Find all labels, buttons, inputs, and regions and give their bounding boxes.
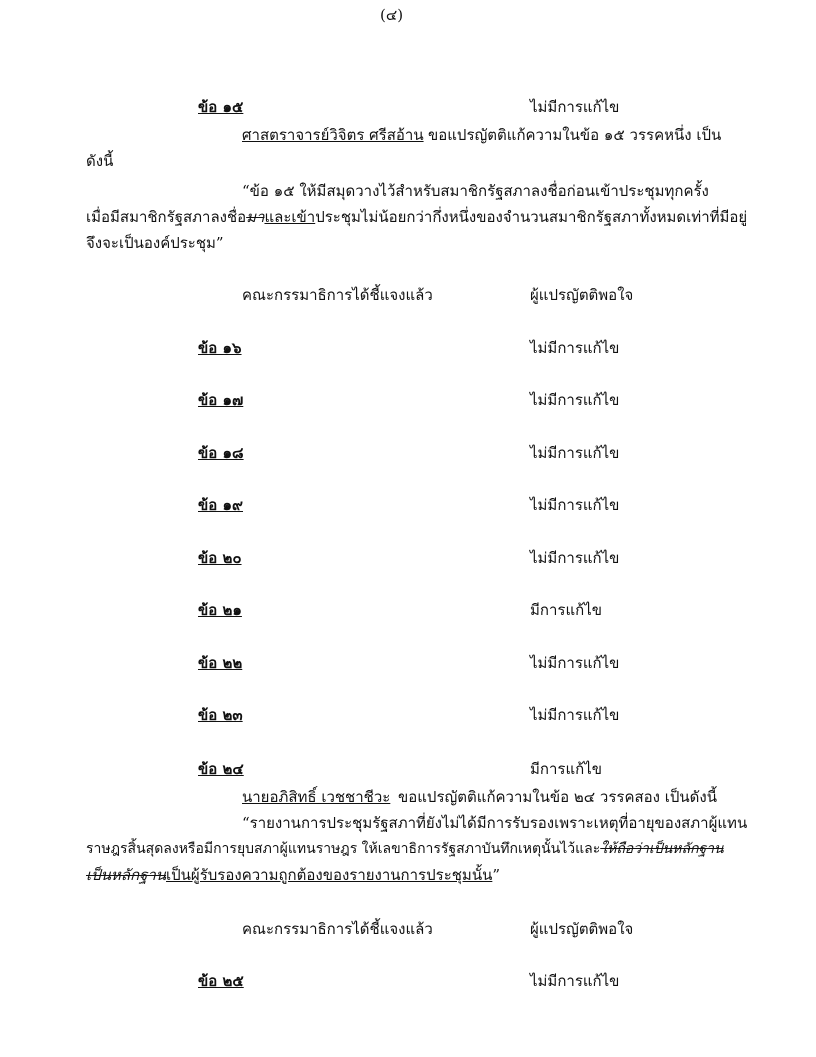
quote-text: ” <box>492 866 500 884</box>
clause-15-request-cont: ดังนี้ <box>86 152 114 170</box>
clause-15-label: ข้อ ๑๕ <box>198 98 244 116</box>
clause-status: ไม่มีการแก้ไข <box>530 496 620 514</box>
clause-25-label: ข้อ ๒๕ <box>198 972 244 990</box>
clause-label: ข้อ ๒๐ <box>198 549 242 567</box>
quote-text: ราษฎรสิ้นสุดลงหรือมีการยุบสภาผู้แทนราษฎร ให้เลขาธิการรัฐสภาบันทึกเหตุนั้นไว้และ <box>86 841 601 857</box>
struck-text: ให้ถือว่าเป็นหลักฐาน <box>600 841 724 857</box>
struck-text: เป็นหลักฐาน <box>86 866 167 884</box>
clause-label: ข้อ ๒๑ <box>198 601 242 619</box>
clause-status: ไม่มีการแก้ไข <box>530 391 620 409</box>
clause-label: ข้อ ๑๖ <box>198 339 242 357</box>
committee-1-right: ผู้แปรญัตติพอใจ <box>530 286 634 304</box>
committee-2-left: คณะกรรมาธิการได้ชี้แจงแล้ว <box>242 920 433 938</box>
clause-15-quote-line-3: จึงจะเป็นองค์ประชุม” <box>86 234 224 252</box>
clause-status: ไม่มีการแก้ไข <box>530 339 620 357</box>
clause-label: ข้อ ๑๘ <box>198 444 244 462</box>
clause-status: ไม่มีการแก้ไข <box>530 444 620 462</box>
clause-status: มีการแก้ไข <box>530 601 602 619</box>
clause-label: ข้อ ๑๙ <box>198 496 243 514</box>
committee-2-right: ผู้แปรญัตติพอใจ <box>530 920 634 938</box>
inserted-text: และเข้า <box>264 208 316 226</box>
clause-15-proposer: ศาสตราจารย์วิจิตร ศรีสอ้าน <box>242 126 424 144</box>
clause-label: ข้อ ๒๔ <box>198 760 244 778</box>
clause-24-quote-line-3 <box>86 866 500 884</box>
clause-24-request: ขอแปรญัตติแก้ความในข้อ ๒๔ วรรคสอง เป็นดังนี้ <box>398 788 717 806</box>
page-number: (๔) <box>380 6 404 24</box>
clause-status: ไม่มีการแก้ไข <box>530 549 620 567</box>
clause-label: ข้อ ๒๒ <box>198 654 243 672</box>
clause-15-status: ไม่มีการแก้ไข <box>530 98 620 116</box>
quote-text: เมื่อมีสมาชิกรัฐสภาลงชื่อ <box>86 208 247 226</box>
clause-24-quote-line-2 <box>86 840 724 858</box>
quote-text: ประชุมไม่น้อยกว่ากึ่งหนึ่งของจำนวนสมาชิกรัฐสภาทั้งหมดเท่าที่มีอยู่ <box>315 208 748 226</box>
clause-15-quote-line-1: “ข้อ ๑๕ ให้มีสมุดวางไว้สำหรับสมาชิกรัฐสภาลงชื่อก่อนเข้าประชุมทุกครั้ง <box>242 182 709 200</box>
clause-status: ไม่มีการแก้ไข <box>530 654 620 672</box>
clause-25-status: ไม่มีการแก้ไข <box>530 972 620 990</box>
clause-24-quote-line-1: “รายงานการประชุมรัฐสภาที่ยังไม่ได้มีการรับรองเพราะเหตุที่อายุของสภาผู้แทน <box>242 814 748 832</box>
inserted-text: เป็นผู้รับรองความถูกต้องของรายงานการประชุมนั้น <box>166 866 493 884</box>
struck-text: มา <box>246 208 265 226</box>
clause-label: ข้อ ๒๓ <box>198 706 243 724</box>
clause-status: ไม่มีการแก้ไข <box>530 706 620 724</box>
committee-1-left: คณะกรรมาธิการได้ชี้แจงแล้ว <box>242 286 433 304</box>
clause-15-request: ขอแปรญัตติแก้ความในข้อ ๑๕ วรรคหนึ่ง เป็น <box>428 126 722 144</box>
clause-15-quote-line-2 <box>86 208 747 226</box>
clause-status: มีการแก้ไข <box>530 760 602 778</box>
clause-24-proposer: นายอภิสิทธิ์ เวชชาชีวะ <box>242 788 391 806</box>
clause-label: ข้อ ๑๗ <box>198 391 244 409</box>
